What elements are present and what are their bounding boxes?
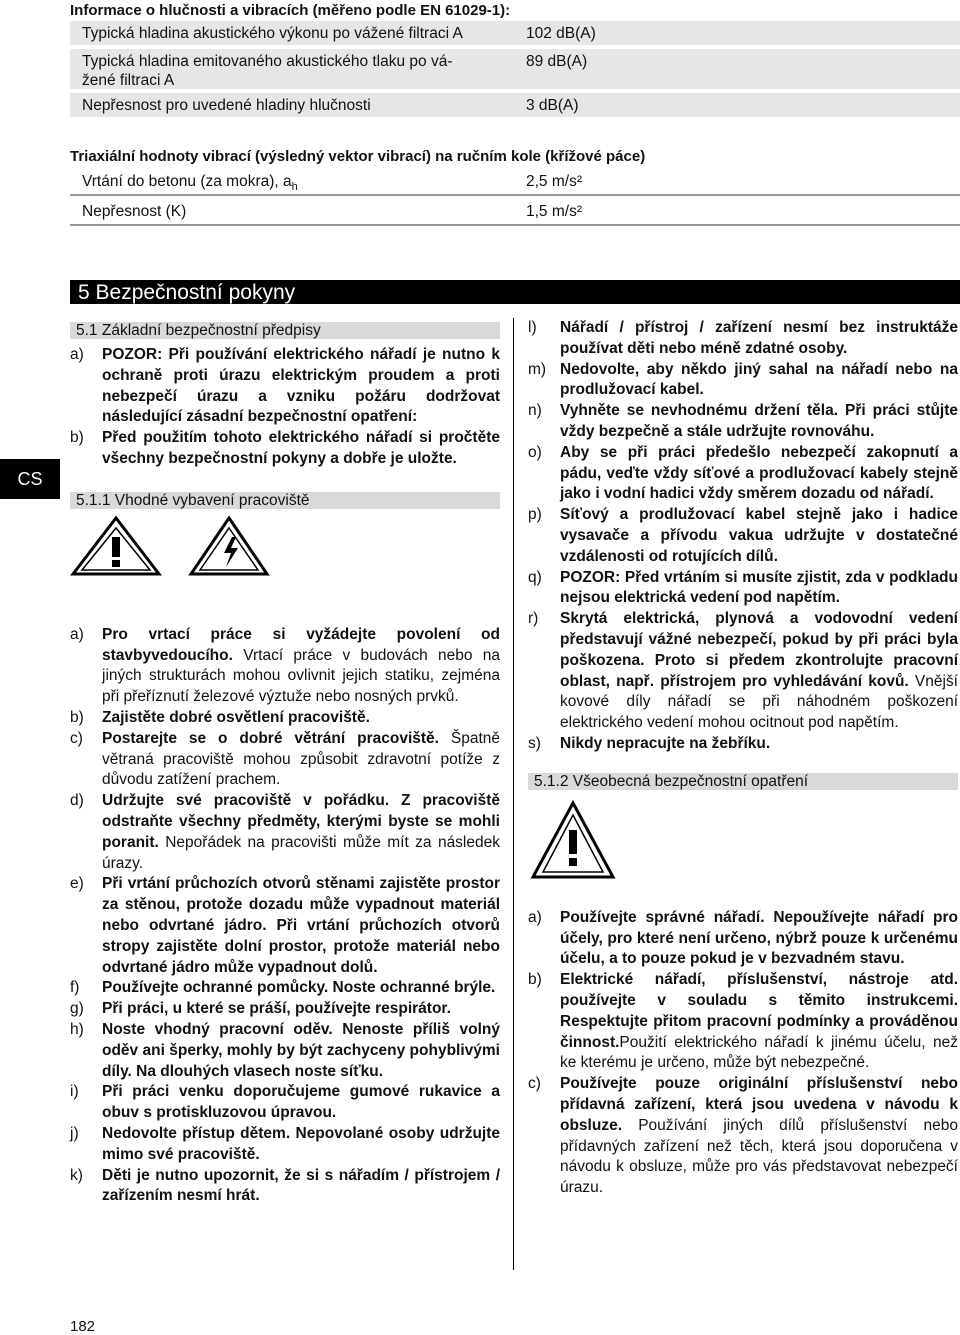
general-rules-list	[528, 908, 958, 1199]
item-marker: b)	[70, 708, 84, 726]
item-marker: h)	[70, 1020, 84, 1038]
item-bold-text: Elektrické nářadí, příslušenství, nástroje atd. používejte v souladu s těmito instrukcemi. Respektujte přitom pracovní podmínky a prováděnou činnost.	[560, 971, 958, 1051]
table-row	[70, 21, 960, 47]
item-text: Použití elektrického nářadí k jinému účelu, než ke kterému je určeno, může být nebezpečné.	[560, 1033, 958, 1072]
list-item	[528, 1074, 958, 1199]
list-item	[528, 318, 958, 360]
row-value: 102 dB(A)	[526, 25, 596, 42]
list-item	[70, 1020, 500, 1082]
list-item	[528, 908, 958, 970]
item-bold-text: Síťový a prodlužovací kabel stejně jako i hadice vysavače a přívodu vakua udržujte v dostatečné vzdálenosti od rotujících dílů.	[560, 506, 958, 565]
list-item	[70, 1082, 500, 1124]
list-item	[528, 505, 958, 567]
list-item	[70, 345, 500, 428]
list-item	[528, 360, 958, 402]
item-bold-text: Při vrtání průchozích otvorů stěnami zajistěte prostor za stěnou, protože dozadu může vypadnout materiál nebo odvrtané jádro. Při vrtání průchozích otvorů stropy zajistěte dolní prostor, protože materiál nebo odvrtané jádro může vypadnout dolů.	[102, 875, 500, 976]
item-marker: o)	[528, 443, 542, 461]
item-bold-text: Skrytá elektrická, plynová a vodovodní vedení představují vážné nebezpečí, pokud by při práci byla poškozena. Proto si předem zkontrolujte pracovní oblast, např. přístrojem pro vyhledávání kovů.	[560, 610, 958, 690]
list-item	[528, 568, 958, 610]
row-label: Typická hladina akustického výkonu po vážené filtraci A	[82, 25, 463, 42]
electric-hazard-icon	[188, 515, 270, 577]
item-bold-text: Při práci venku doporučujeme gumové rukavice a obuv s protiskluzovou úpravou.	[102, 1083, 500, 1122]
row-label-text: Vrtání do betonu (za mokra), a	[82, 173, 292, 190]
subsection-heading: 5.1 Základní bezpečnostní předpisy	[70, 322, 500, 339]
item-marker: f)	[70, 979, 80, 997]
item-marker: a)	[70, 346, 84, 363]
list-item	[70, 874, 500, 978]
row-label-cont: žené filtraci A	[82, 72, 175, 89]
left-column	[70, 322, 500, 1207]
item-marker: b)	[528, 971, 542, 989]
item-marker: p)	[528, 506, 542, 524]
list-item	[70, 999, 500, 1020]
right-column	[528, 318, 958, 1199]
row-value: 1,5 m/s²	[526, 203, 582, 220]
warning-triangle-icon	[530, 800, 616, 880]
item-text: Vrtací práce v budovách nebo na jiných strukturách mohou ovlivnit jejich statiku, zejména při přeříznutí železové výztuže nebo nosných prvků.	[102, 646, 500, 706]
list-item	[70, 978, 500, 999]
item-bold-text: Postarejte se o dobré větrání pracoviště.	[102, 729, 439, 747]
language-tab: CS	[0, 459, 60, 499]
item-marker: k)	[70, 1166, 83, 1184]
list-item	[528, 734, 958, 755]
table-row	[70, 198, 960, 226]
subsection-heading: 5.1.1 Vhodné vybavení pracoviště	[70, 492, 500, 509]
list-item	[528, 970, 958, 1074]
item-marker: b)	[70, 429, 84, 447]
list-item	[70, 625, 500, 708]
noise-heading: Informace o hlučnosti a vibracích (měřeno podle EN 61029-1):	[70, 2, 511, 19]
item-bold-text: Aby se při práci předešlo nebezpečí zakopnutí a pádu, veďte vždy síťové a prodlužovací kabely stejně jako i vodní hadici vždy směrem dozadu od nářadí.	[560, 443, 958, 503]
vibration-heading: Triaxiální hodnoty vibrací (výsledný vektor vibrací) na ručním kole (křížové páce)	[70, 148, 646, 165]
table-row	[70, 93, 960, 119]
page-number: 182	[70, 1318, 96, 1335]
item-marker: s)	[528, 734, 541, 752]
warning-triangle-icon	[70, 515, 162, 577]
item-bold-text: Noste vhodný pracovní oděv. Nenoste příliš volný oděv ani šperky, mohly by být zachyceny pohyblivými díly. Na dlouhých vlasech noste síťku.	[102, 1020, 500, 1080]
item-marker: c)	[70, 729, 83, 747]
item-bold-text: Nářadí / přístroj / zařízení nesmí bez instruktáže používat děti nebo méně zdatné osoby.	[560, 319, 958, 357]
row-label: Nepřesnost pro uvedené hladiny hlučnosti	[82, 97, 371, 114]
item-bold-text: Nedovolte, aby někdo jiný sahal na nářadí nebo na prodlužovací kabel.	[560, 360, 958, 399]
list-item	[70, 1166, 500, 1208]
item-marker: e)	[70, 875, 84, 893]
item-marker: m)	[528, 360, 547, 378]
list-item	[528, 609, 958, 734]
section-title: 5 Bezpečnostní pokyny	[78, 281, 296, 304]
item-bold-text: Před použitím tohoto elektrického nářadí si pročtěte všechny bezpečnostní pokyny a dobře je uložte.	[102, 429, 500, 467]
list-item	[70, 428, 500, 470]
item-text: Používání jiných dílů příslušenství nebo přídavných zařízení než těch, která jsou doporučena v návodu k obsluze, může pro vás představovat nebezpečí úrazu.	[560, 1116, 958, 1197]
item-bold-text: Při práci, u které se práší, používejte respirátor.	[102, 1000, 451, 1018]
row-label	[82, 173, 298, 193]
item-bold-text: Pro vrtací práce si vyžádejte povolení od stavbyvedoucího.	[102, 625, 500, 664]
row-label: Typická hladina emitovaného akustického tlaku po vá-	[82, 53, 453, 70]
item-bold-text: Používejte správné nářadí. Nepoužívejte nářadí pro účely, pro které není určeno, nýbrž pouze k určenému účelu, a to pouze pokud je v bezvadném stavu.	[560, 908, 958, 968]
list-item	[70, 791, 500, 874]
workplace-rules-list-cont	[528, 318, 958, 755]
section-header	[70, 280, 960, 304]
item-bold-text: Používejte ochranné pomůcky. Noste ochranné brýle.	[102, 979, 496, 997]
item-marker: c)	[528, 1075, 541, 1093]
item-marker: n)	[528, 402, 542, 420]
table-row	[70, 168, 960, 196]
column-divider	[513, 318, 514, 1270]
item-bold-text: Udržujte své pracoviště v pořádku. Z pracoviště odstraňte všechny předměty, kterými byste se mohli poranit.	[102, 792, 500, 851]
list-item	[70, 1124, 500, 1166]
row-value: 2,5 m/s²	[526, 173, 582, 190]
list-item	[70, 729, 500, 791]
list-item	[528, 443, 958, 505]
item-marker: j)	[70, 1124, 79, 1142]
item-marker: g)	[70, 1000, 84, 1018]
item-marker: i)	[70, 1083, 79, 1101]
item-marker: a)	[70, 625, 84, 643]
item-marker: d)	[70, 792, 84, 810]
item-marker: l)	[528, 319, 537, 336]
item-bold-text: Zajistěte dobré osvětlení pracoviště.	[102, 708, 370, 726]
warning-icons	[70, 515, 500, 615]
row-label-subscript: h	[291, 181, 298, 194]
row-label: Nepřesnost (K)	[82, 203, 187, 220]
item-bold-text: Nikdy nepracujte na žebříku.	[560, 734, 771, 752]
list-item	[528, 401, 958, 443]
item-bold-text: POZOR: Před vrtáním si musíte zjistit, zda v podkladu nejsou elektrická vedení pod napětím.	[560, 568, 958, 607]
workplace-rules-list	[70, 625, 500, 1207]
row-value: 89 dB(A)	[526, 53, 588, 70]
item-text: Vnější kovové díly nářadí se při náhodném poškození elektrického vedení mohou ocitnout pod napětím.	[560, 672, 958, 732]
item-marker: a)	[528, 908, 542, 926]
item-text: Špatně větraná pracoviště mohou způsobit zdravotní potíže z důvodu zatížení prachem.	[102, 729, 501, 789]
item-bold-text: Používejte pouze originální příslušenství nebo přídavná zařízení, která jsou uvedena v návodu k obsluze.	[560, 1075, 958, 1134]
item-bold-text: POZOR: Při používání elektrického nářadí je nutno k ochraně proti úrazu elektrickým proudem a proti nebezpečí úrazu a vzniku požáru dodržovat následující zásadní bezpečnostní opatření:	[102, 346, 500, 426]
general-warning-icon-wrap	[528, 796, 958, 896]
item-bold-text: Nedovolte přístup dětem. Nepovolané osoby udržujte mimo své pracoviště.	[102, 1124, 500, 1163]
item-marker: r)	[528, 610, 539, 628]
subsection-heading: 5.1.2 Všeobecná bezpečnostní opatření	[528, 773, 958, 790]
basic-rules-list	[70, 345, 500, 470]
list-item	[70, 708, 500, 729]
item-text: Nepořádek na pracovišti může mít za následek úrazy.	[102, 833, 500, 872]
item-marker: q)	[528, 568, 542, 586]
item-bold-text: Děti je nutno upozornit, že si s nářadím / přístrojem / zařízením nesmí hrát.	[102, 1166, 500, 1205]
item-bold-text: Vyhněte se nevhodnému držení těla. Při práci stůjte vždy bezpečně a stále udržujte rovnováhu.	[560, 402, 958, 440]
table-row	[70, 49, 960, 91]
row-value: 3 dB(A)	[526, 97, 579, 114]
